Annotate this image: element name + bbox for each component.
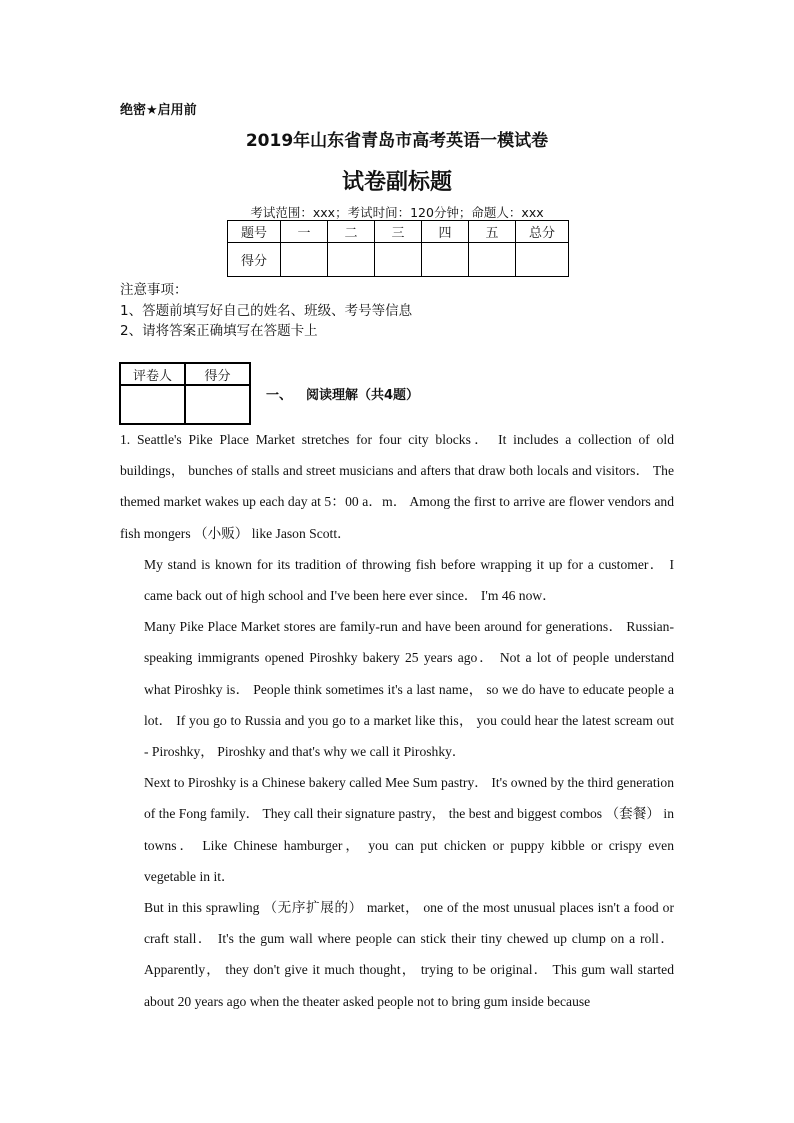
passage-paragraph: Many Pike Place Market stores are family-run and have been around for generations． Russian-speaking immigrants opened Piroshky bakery 25 years ago． Not a lot of people understand what Piroshky is． People think sometimes it's a last name， so we do have to educate people a lot． If you go to Russia and you go to a market like this， you could hear the latest scream out - Piroshky， Piroshky and that's why we call it Piroshky． bbox=[144, 619, 674, 760]
grader-table-header-row bbox=[120, 363, 250, 385]
score-table-label-score: 得分 bbox=[228, 243, 281, 277]
grader-label: 评卷人 bbox=[120, 363, 185, 385]
score-table bbox=[227, 220, 569, 277]
score-table-col-1: 一 bbox=[281, 221, 328, 243]
exam-subtitle: 试卷副标题 bbox=[341, 170, 452, 195]
score-cell-total bbox=[516, 243, 569, 277]
score-table-col-4: 四 bbox=[422, 221, 469, 243]
score-table-col-5: 五 bbox=[469, 221, 516, 243]
notes bbox=[120, 280, 412, 342]
passage bbox=[120, 424, 674, 1017]
score-cell bbox=[328, 243, 375, 277]
score-table-label-question: 题号 bbox=[228, 221, 281, 243]
score-cell bbox=[422, 243, 469, 277]
passage-paragraph: But in this sprawling （无序扩展的） market， one of the most unusual places isn't a food or craft stall． It's the gum wall where people can stick their tiny chewed up clump on a roll． Apparently， they don't give it much thought， trying to be original． This gum wall started about 20 years ago when the theater asked people not to bring gum inside because bbox=[144, 900, 674, 1009]
notes-heading: 注意事项： bbox=[120, 282, 188, 298]
passage-paragraph: 1. Seattle's Pike Place Market stretches for four city blocks． It includes a collection of old buildings， bunches of stalls and street musicians and afters that draw both locals and visitors． The themed market wakes up each day at 5：00 a．m． Among the first to arrive are flower vendors and fish mongers （小贩） like Jason Scott． bbox=[120, 432, 674, 541]
grader-score-label: 得分 bbox=[185, 363, 250, 385]
grader-table bbox=[119, 362, 251, 425]
score-cell bbox=[281, 243, 328, 277]
score-table-col-3: 三 bbox=[375, 221, 422, 243]
notes-item: 1、答题前填写好自己的姓名、班级、考号等信息 bbox=[120, 302, 413, 319]
score-table-header-row bbox=[228, 221, 569, 243]
grader-table-value-row bbox=[120, 385, 250, 424]
confidential-label: 绝密★启用前 bbox=[120, 103, 197, 118]
exam-title: 2019年山东省青岛市高考英语一模试卷 bbox=[245, 131, 549, 151]
section-number: 一、 bbox=[266, 388, 293, 403]
score-cell bbox=[469, 243, 516, 277]
section-heading bbox=[266, 384, 419, 403]
grader-score-cell bbox=[185, 385, 250, 424]
notes-item: 2、请将答案正确填写在答题卡上 bbox=[120, 323, 318, 339]
grader-cell bbox=[120, 385, 185, 424]
score-table-col-total: 总分 bbox=[516, 221, 569, 243]
exam-info: 考试范围：xxx；考试时间：120分钟；命题人：xxx bbox=[250, 205, 544, 220]
passage-paragraph: Next to Piroshky is a Chinese bakery called Mee Sum pastry． It's owned by the third generation of the Fong family． They call their signature pastry， the best and biggest combos （套餐） in towns． Like Chinese hamburger， you can put chicken or puppy kibble or crispy even vegetable in it． bbox=[144, 775, 674, 884]
score-table-score-row bbox=[228, 243, 569, 277]
score-cell bbox=[375, 243, 422, 277]
score-table-col-2: 二 bbox=[328, 221, 375, 243]
section-title: 阅读理解（共4题） bbox=[306, 388, 420, 403]
passage-paragraph: My stand is known for its tradition of throwing fish before wrapping it up for a customer． I came back out of high school and I've been here ever since． I'm 46 now． bbox=[144, 556, 674, 604]
